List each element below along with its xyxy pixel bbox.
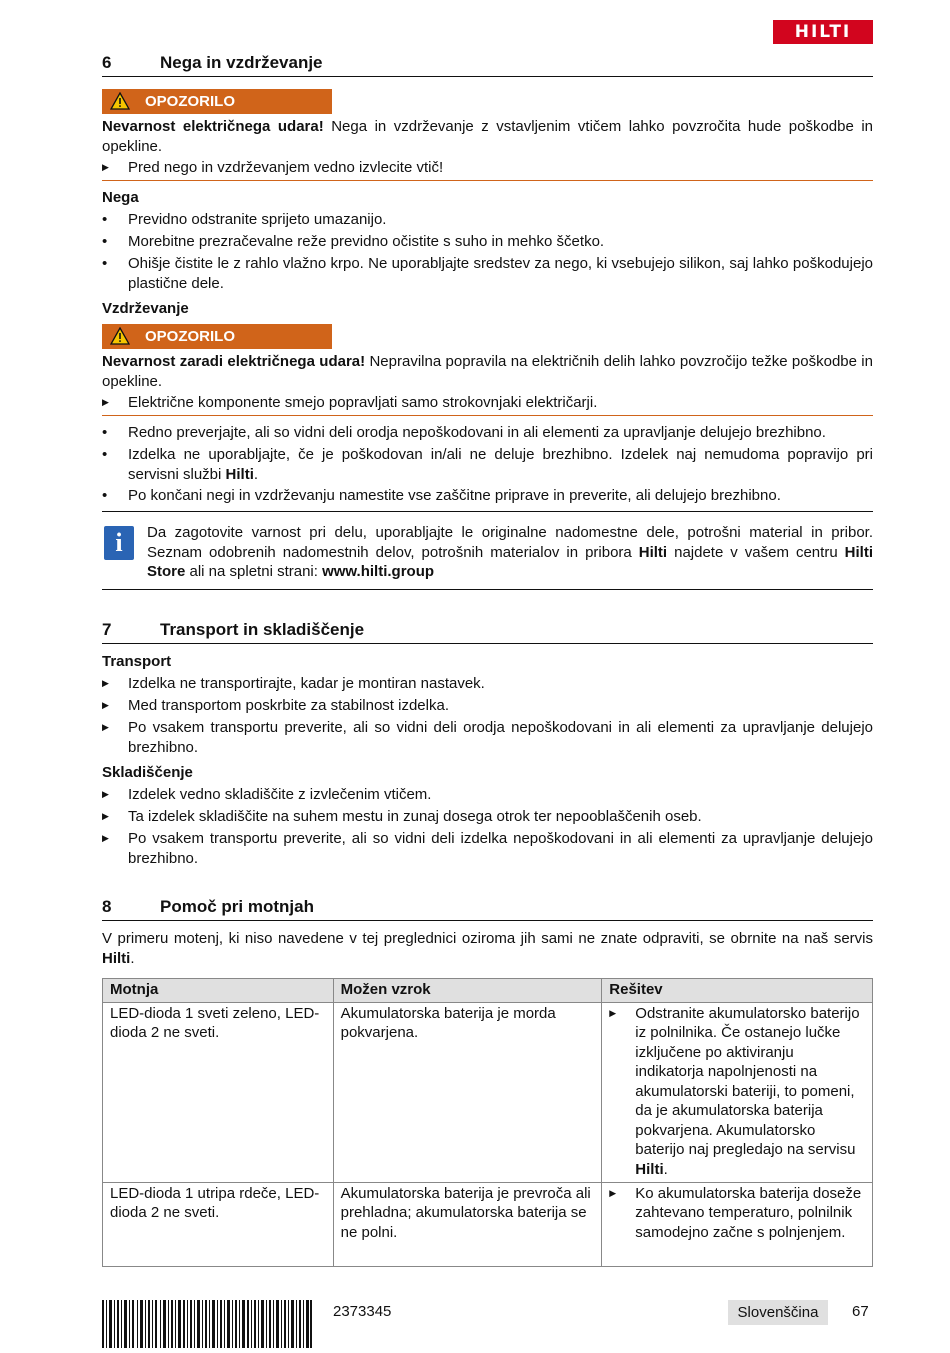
- list-item: • Morebitne prezračevalne reže previdno očistite s suho in mehko ščetko.: [102, 233, 605, 250]
- arrow-bullet-icon: ▶: [102, 833, 109, 843]
- barcode-icon: [102, 1300, 312, 1348]
- list-item: ▶ Ta izdelek skladiščite na suhem mestu in zunaj dosega otrok ter nepooblaščenih oseb.: [102, 808, 702, 825]
- warning-action: ▶ Pred nego in vzdrževanjem vedno izvlecite vtič!: [102, 159, 444, 176]
- warning-triangle-icon: [110, 92, 130, 110]
- warning-label: OPOZORILO: [145, 93, 235, 110]
- list-item: • Previdno odstranite sprijeto umazanijo.: [102, 211, 387, 228]
- section-7-heading: [102, 619, 873, 644]
- transport-heading: Transport: [102, 653, 172, 670]
- table-row: [103, 1182, 873, 1266]
- warning-text: Nevarnost električnega udara! Nega in vzdrževanje z vstavljenim vtičem lahko povzročita hude poškodbe in opekline.: [102, 118, 873, 155]
- arrow-bullet-icon: ▶: [102, 722, 109, 732]
- list-item: ▶ Po vsakem transportu preverite, ali so vidni deli izdelka nepoškodovani in ali elementi za upravljanje delujejo brezhibno.: [102, 830, 873, 867]
- info-bottom-rule: [102, 589, 873, 590]
- table-header-row: [103, 979, 873, 1003]
- section-title: Transport in skladiščenje: [160, 620, 365, 639]
- arrow-bullet-icon: ▶: [102, 162, 109, 172]
- page-number: 67: [852, 1303, 869, 1320]
- info-note: Da zagotovite varnost pri delu, uporabljajte le originalne nadomestne dele, potrošni material in pribor. Seznam odobrenih nadomestnih delov, potrošnih materialov in pribora Hilti najdete v vašem centru Hilti Store ali na spletni strani: www.hilti.group: [147, 524, 873, 580]
- troubleshooting-table: [102, 978, 873, 1267]
- warning-banner: [102, 89, 332, 114]
- list-item: • Ohišje čistite le z rahlo vlažno krpo. Ne uporabljajte sredstev za nego, ki vsebujejo silikon, saj lahko poškodujejo plastične dele.: [102, 255, 873, 292]
- fault-cell: LED-dioda 1 utripa rdeče, LED-dioda 2 ne sveti.: [103, 1182, 334, 1266]
- list-item: • Izdelka ne uporabljajte, če je poškodovan in/ali ne deluje brezhibno. Izdelek naj nemudoma popravijo pri servisni službi Hilti.: [102, 446, 873, 483]
- language-label: Slovenščina: [728, 1300, 828, 1325]
- arrow-bullet-icon: ▶: [102, 700, 109, 710]
- storage-heading: Skladiščenje: [102, 764, 193, 781]
- arrow-bullet-icon: ▶: [102, 678, 109, 688]
- table-header: Rešitev: [602, 979, 873, 1003]
- solution-cell: ▶ Odstranite akumulatorsko baterijo iz polnilnika. Če ostanejo lučke izključene po aktiviranju indikatorja napolnjenosti na akumulatorski bateriji, to pomeni, da je akumulatorska baterija pokvarjena. Akumulatorsko baterijo naj pregledajo na servisu Hilti.: [602, 1002, 873, 1182]
- table-header: Možen vzrok: [333, 979, 602, 1003]
- warning-triangle-icon: [110, 327, 130, 345]
- maintenance-heading: Vzdrževanje: [102, 300, 189, 317]
- intro-text: V primeru motenj, ki niso navedene v tej preglednici oziroma jih sami ne znate odpraviti, se obrnite na naš servis Hilti.: [102, 930, 873, 967]
- section-title: Pomoč pri motnjah: [160, 897, 314, 916]
- arrow-bullet-icon: ▶: [102, 397, 109, 407]
- arrow-bullet-icon: ▶: [609, 1187, 617, 1198]
- arrow-bullet-icon: ▶: [609, 1007, 617, 1018]
- warning-action: ▶ Električne komponente smejo popravljati samo strokovnjaki električarji.: [102, 394, 598, 411]
- section-title: Nega in vzdrževanje: [160, 53, 323, 72]
- list-item: ▶ Med transportom poskrbite za stabilnost izdelka.: [102, 697, 449, 714]
- table-row: [103, 1002, 873, 1182]
- solution-cell: ▶ Ko akumulatorska baterija doseže zahtevano temperaturo, polnilnik samodejno začne s polnjenjem.: [602, 1182, 873, 1266]
- cause-cell: Akumulatorska baterija je morda pokvarjena.: [333, 1002, 602, 1182]
- care-heading: Nega: [102, 189, 139, 206]
- section-8-heading: [102, 896, 873, 921]
- cause-cell: Akumulatorska baterija je prevroča ali prehladna; akumulatorska baterija se ne polni.: [333, 1182, 602, 1266]
- fault-cell: LED-dioda 1 sveti zeleno, LED-dioda 2 ne sveti.: [103, 1002, 334, 1182]
- arrow-bullet-icon: ▶: [102, 811, 109, 821]
- warning-label: OPOZORILO: [145, 328, 235, 345]
- warning-banner: [102, 324, 332, 349]
- section-6-heading: [102, 52, 873, 77]
- section-number: 6: [102, 53, 112, 72]
- list-item: ▶ Izdelka ne transportirajte, kadar je montiran nastavek.: [102, 675, 485, 692]
- list-item: ▶ Izdelek vedno skladiščite z izvlečenim vtičem.: [102, 786, 432, 803]
- warning-divider: [102, 180, 873, 181]
- section-number: 7: [102, 620, 112, 639]
- info-top-rule: [102, 511, 873, 512]
- warning-text: Nevarnost zaradi električnega udara! Nepravilna popravila na električnih delih lahko povzročijo težke poškodbe in opekline.: [102, 353, 873, 390]
- warning-divider: [102, 415, 873, 416]
- list-item: • Redno preverjajte, ali so vidni deli orodja nepoškodovani in ali elementi za upravljanje delujejo brezhibno.: [102, 424, 826, 441]
- hilti-logo: HILTI: [773, 20, 873, 44]
- arrow-bullet-icon: ▶: [102, 789, 109, 799]
- list-item: ▶ Po vsakem transportu preverite, ali so vidni deli orodja nepoškodovani in ali elementi za upravljanje delujejo brezhibno.: [102, 719, 873, 756]
- section-number: 8: [102, 897, 112, 916]
- document-number: 2373345: [333, 1303, 392, 1320]
- info-icon: i: [104, 526, 134, 560]
- table-header: Motnja: [103, 979, 334, 1003]
- list-item: • Po končani negi in vzdrževanju namestite vse zaščitne priprave in preverite, ali delujejo brezhibno.: [102, 487, 781, 504]
